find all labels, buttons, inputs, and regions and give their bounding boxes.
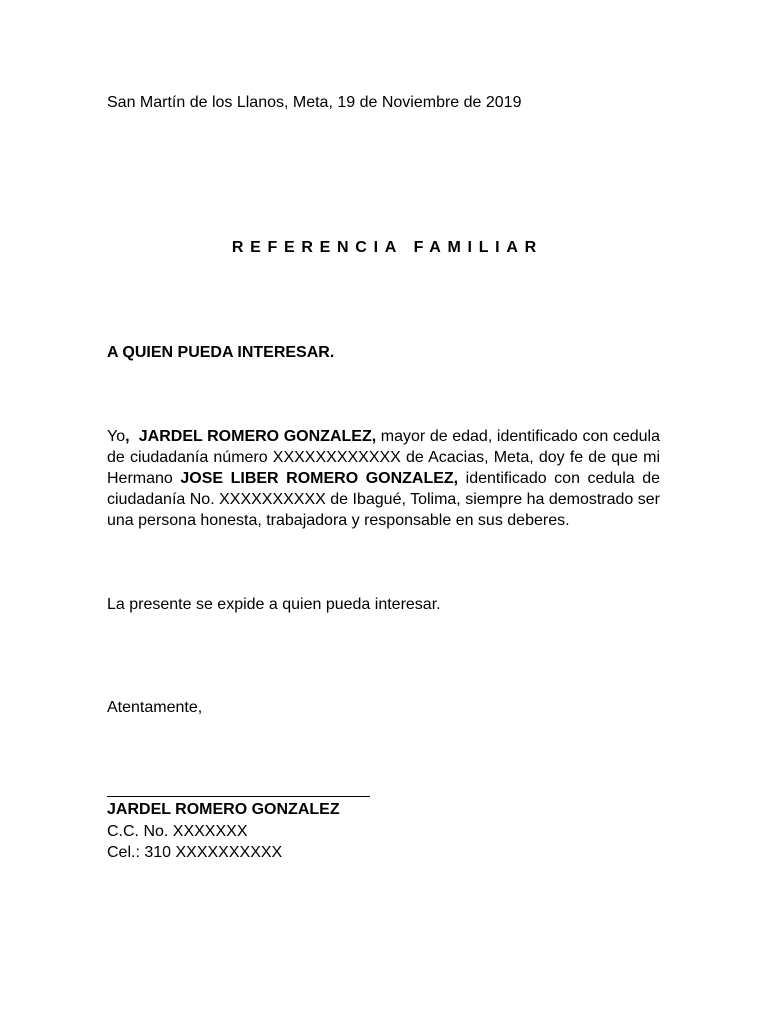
salutation: A QUIEN PUEDA INTERESAR. <box>107 344 335 361</box>
body-text-middle: mayor de edad, identificado con cedula de ciudadanía número XXXXXXXXXXXX de Acacias, Meta, doy fe de que mi Hermano <box>107 428 660 487</box>
body-text-intro: Yo <box>107 428 126 445</box>
referenced-name: JOSE LIBER ROMERO GONZALEZ, <box>180 470 459 487</box>
body-paragraph <box>107 426 660 531</box>
signature-line <box>107 796 370 797</box>
regards: Atentamente, <box>107 699 203 716</box>
signature-phone: Cel.: 310 XXXXXXXXXX <box>107 844 283 861</box>
closing-note: La presente se expide a quien pueda interesar. <box>107 596 441 613</box>
signature-id: C.C. No. XXXXXXX <box>107 823 248 840</box>
document-title: REFERENCIA FAMILIAR <box>231 239 543 256</box>
body-comma: , <box>125 428 130 445</box>
date-line: San Martín de los Llanos, Meta, 19 de Noviembre de 2019 <box>107 94 522 111</box>
signature-name: JARDEL ROMERO GONZALEZ <box>107 801 340 818</box>
declarant-name: JARDEL ROMERO GONZALEZ, <box>138 428 377 445</box>
body-text-end: identificado con cedula de ciudadanía No. XXXXXXXXXX de Ibagué, Tolima, siempre ha demostrado ser una persona honesta, trabajadora y responsable en sus deberes. <box>107 470 660 529</box>
